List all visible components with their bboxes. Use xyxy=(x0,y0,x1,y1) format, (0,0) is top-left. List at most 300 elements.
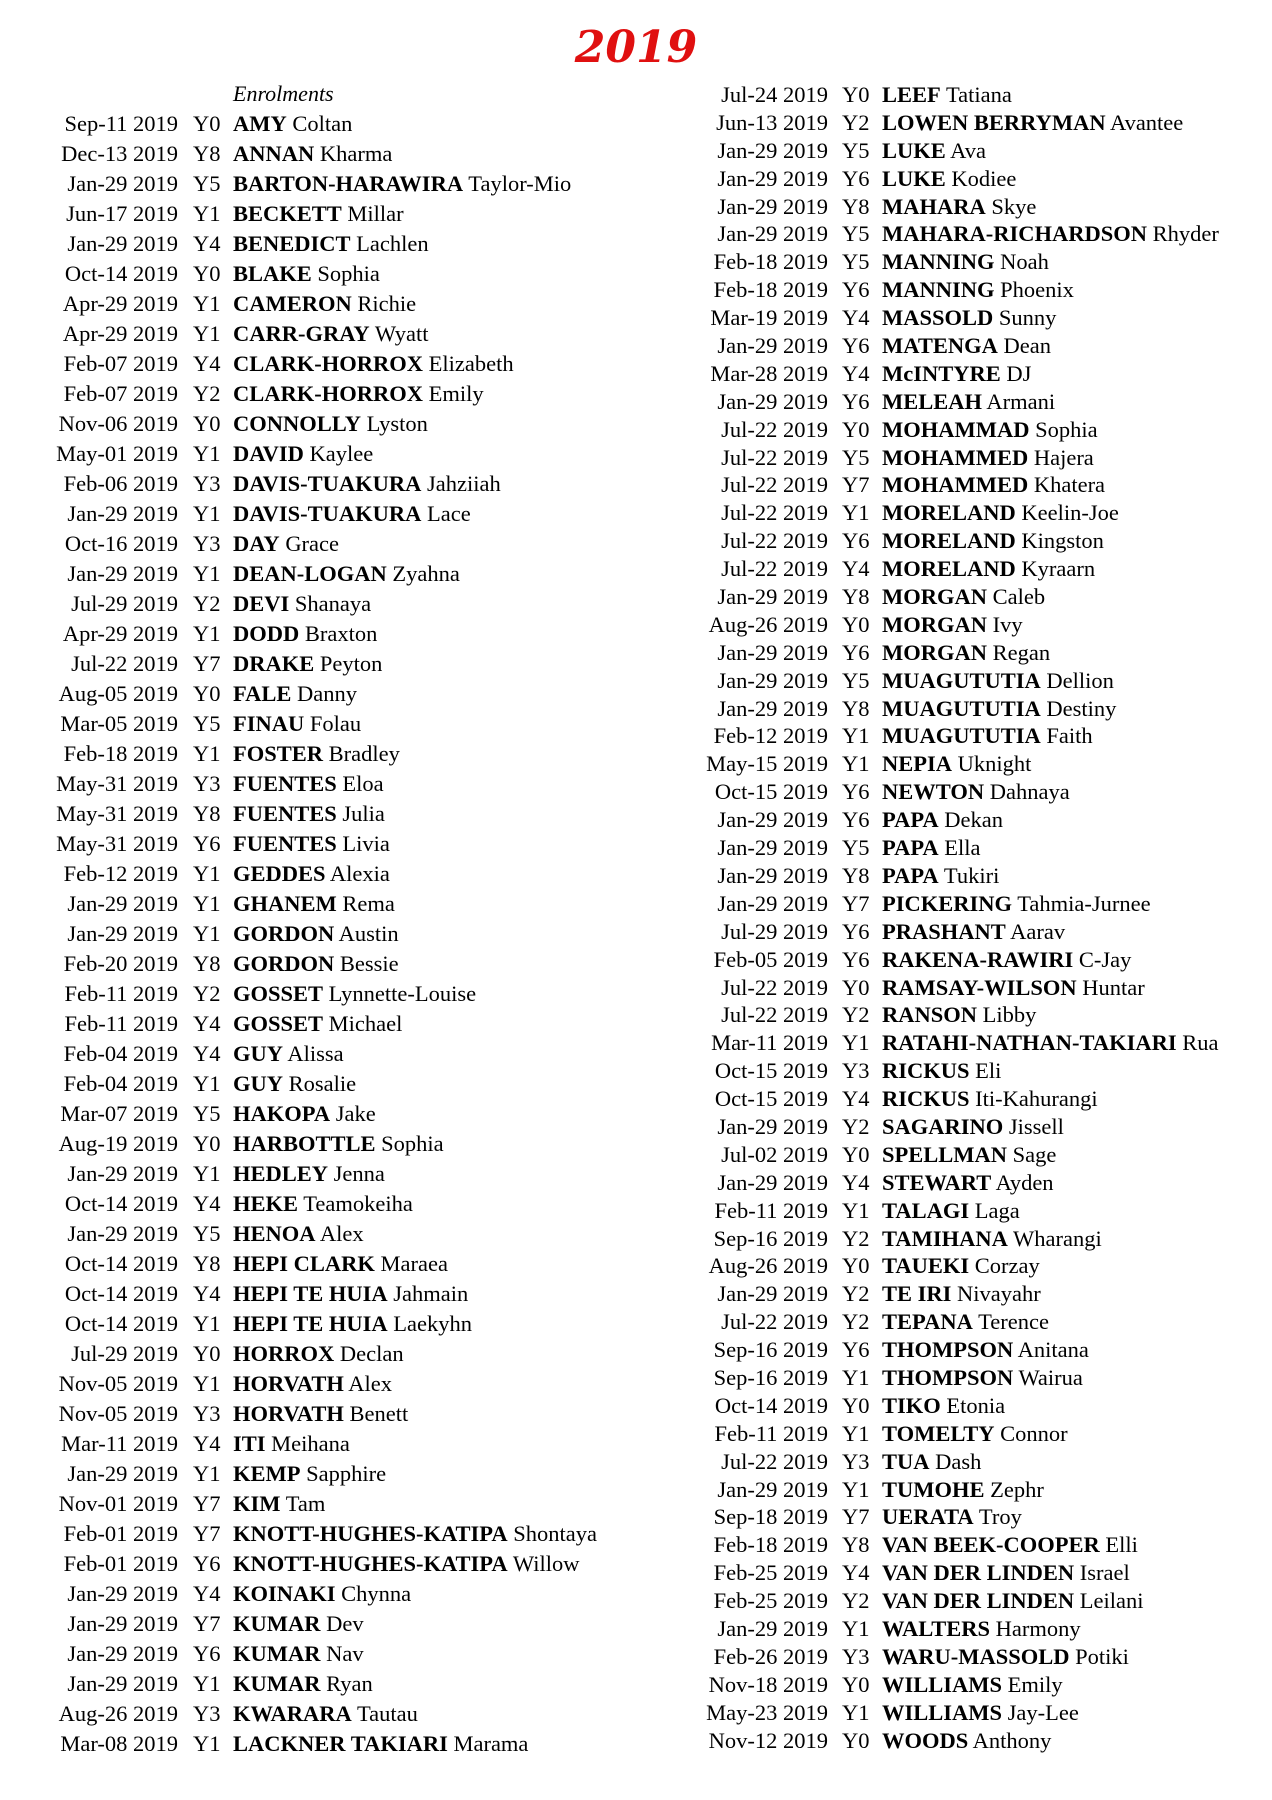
year-level: Y1 xyxy=(842,1615,870,1641)
given-name: Avantee xyxy=(1109,109,1184,135)
student-name xyxy=(882,611,1023,639)
surname: THOMPSON xyxy=(882,1364,1014,1390)
surname: KOINAKI xyxy=(233,1581,336,1606)
year-level: Y2 xyxy=(842,109,870,135)
given-name: Tukiri xyxy=(943,862,1000,888)
enrolment-date: Oct-15 2019 xyxy=(714,779,828,805)
enrolment-date: Feb-11 2019 xyxy=(64,1011,178,1036)
surname: FUENTES xyxy=(233,801,337,826)
surname: GOSSET xyxy=(233,981,324,1006)
enrolment-date: Jul-22 2019 xyxy=(721,528,828,554)
given-name: Iti-Kahurangi xyxy=(975,1086,1098,1112)
surname: RICKUS xyxy=(882,1058,970,1084)
year-level: Y4 xyxy=(842,1560,870,1586)
student-name xyxy=(882,1336,1089,1364)
given-name: Hajera xyxy=(1033,444,1094,470)
surname: VAN BEEK-COOPER xyxy=(882,1532,1100,1558)
year-level: Y6 xyxy=(842,165,870,191)
enrolment-date: Jan-29 2019 xyxy=(717,695,828,721)
year-level: Y0 xyxy=(842,1671,870,1697)
year-level: Y2 xyxy=(842,1309,870,1335)
surname: TE IRI xyxy=(882,1281,952,1307)
enrolment-date: Feb-25 2019 xyxy=(713,1588,828,1614)
surname: GOSSET xyxy=(233,1011,324,1036)
student-name xyxy=(882,1141,1056,1169)
year-level: Y5 xyxy=(842,249,870,275)
year-level: Y6 xyxy=(842,639,870,665)
given-name: Alissa xyxy=(287,1041,344,1066)
surname: HORROX xyxy=(233,1341,335,1366)
year-level: Y5 xyxy=(842,221,870,247)
student-name xyxy=(882,1476,1044,1504)
enrolment-date: Jul-22 2019 xyxy=(721,556,828,582)
enrolment-date: Jan-29 2019 xyxy=(67,171,178,196)
given-name: Sunny xyxy=(998,305,1057,331)
surname: KNOTT-HUGHES-KATIPA xyxy=(233,1551,508,1576)
student-name xyxy=(882,1615,1081,1643)
enrolment-date: Feb-01 2019 xyxy=(63,1551,178,1576)
surname: MORELAND xyxy=(882,556,1016,582)
enrolment-date: Jan-29 2019 xyxy=(717,667,828,693)
year-level: Y5 xyxy=(842,667,870,693)
student-name xyxy=(882,165,1016,193)
surname: ITI xyxy=(233,1431,266,1456)
enrolment-date: Jan-29 2019 xyxy=(717,137,828,163)
enrolment-date: Feb-18 2019 xyxy=(63,741,178,766)
year-level: Y1 xyxy=(193,1671,221,1696)
given-name: Danny xyxy=(296,681,357,706)
given-name: Jahmain xyxy=(393,1281,469,1306)
year-level: Y6 xyxy=(842,528,870,554)
enrolment-date: Apr-29 2019 xyxy=(62,291,178,316)
surname: McINTYRE xyxy=(882,360,1001,386)
given-name: Dash xyxy=(935,1448,982,1474)
enrolment-date: Nov-06 2019 xyxy=(58,411,178,436)
student-name xyxy=(882,750,1031,778)
student-name xyxy=(882,1587,1143,1615)
enrolment-date: Mar-07 2019 xyxy=(60,1101,178,1126)
year-level: Y5 xyxy=(193,1221,221,1246)
given-name: Lyston xyxy=(366,411,428,436)
enrolment-date: Feb-20 2019 xyxy=(63,951,178,976)
surname: HENOA xyxy=(233,1221,316,1246)
given-name: Libby xyxy=(982,1002,1037,1028)
given-name: Michael xyxy=(328,1011,403,1036)
year-level: Y1 xyxy=(842,723,870,749)
given-name: Folau xyxy=(309,711,362,736)
enrolment-date: Apr-29 2019 xyxy=(62,621,178,646)
enrolment-date: Oct-14 2019 xyxy=(64,1311,178,1336)
surname: AMY xyxy=(233,111,287,136)
year-level: Y6 xyxy=(842,277,870,303)
surname: DAVID xyxy=(233,441,304,466)
year-level: Y8 xyxy=(193,951,221,976)
enrolment-date: Jul-22 2019 xyxy=(721,416,828,442)
student-name xyxy=(882,1643,1129,1671)
surname: RAMSAY-WILSON xyxy=(882,974,1077,1000)
student-name xyxy=(882,444,1094,472)
enrolment-date: Feb-25 2019 xyxy=(713,1560,828,1586)
surname: FUENTES xyxy=(233,831,337,856)
given-name: Tatiana xyxy=(946,82,1012,107)
given-name: Tam xyxy=(285,1491,326,1516)
enrolment-date: Nov-18 2019 xyxy=(708,1671,828,1697)
year-level: Y7 xyxy=(193,651,221,676)
student-name xyxy=(882,1252,1040,1280)
year-level: Y7 xyxy=(193,1611,221,1636)
given-name: Coltan xyxy=(292,111,353,136)
given-name: Noah xyxy=(1000,249,1049,275)
enrolment-date: Jan-29 2019 xyxy=(717,835,828,861)
enrolment-date: Jan-29 2019 xyxy=(67,891,178,916)
year-level: Y1 xyxy=(193,1371,221,1396)
surname: ANNAN xyxy=(233,141,315,166)
given-name: Julia xyxy=(342,801,385,826)
year-level: Y8 xyxy=(193,141,221,166)
enrolment-date: Jul-24 2019 xyxy=(721,82,828,107)
student-name xyxy=(882,1531,1138,1559)
year-level: Y6 xyxy=(842,918,870,944)
surname: TAMIHANA xyxy=(882,1225,1008,1251)
year-level: Y4 xyxy=(193,231,221,256)
surname: HORVATH xyxy=(233,1401,344,1426)
given-name: Troy xyxy=(978,1504,1022,1530)
year-level: Y3 xyxy=(842,1058,870,1084)
student-name xyxy=(882,1169,1054,1197)
enrolment-date: Mar-11 2019 xyxy=(61,1431,178,1456)
year-level: Y8 xyxy=(842,584,870,610)
student-name xyxy=(882,806,1003,834)
enrolment-date: May-31 2019 xyxy=(56,771,178,796)
student-name xyxy=(882,527,1104,555)
given-name: Bradley xyxy=(328,741,400,766)
surname: RATAHI-NATHAN-TAKIARI xyxy=(882,1030,1177,1056)
given-name: Dekan xyxy=(944,807,1004,833)
student-name xyxy=(882,974,1145,1002)
surname: RICKUS xyxy=(882,1086,970,1112)
given-name: Laekyhn xyxy=(393,1311,472,1336)
surname: KUMAR xyxy=(233,1641,321,1666)
surname: SAGARINO xyxy=(882,1113,1004,1139)
given-name: Corzay xyxy=(974,1253,1040,1279)
surname: SPELLMAN xyxy=(882,1141,1008,1167)
year-level: Y1 xyxy=(193,561,221,586)
enrolment-date: May-23 2019 xyxy=(706,1699,828,1725)
enrolment-date: Feb-12 2019 xyxy=(713,723,828,749)
surname: VAN DER LINDEN xyxy=(882,1560,1075,1586)
student-name xyxy=(882,778,1070,806)
given-name: Jissell xyxy=(1008,1113,1064,1139)
student-name xyxy=(882,1225,1102,1253)
year-level: Y0 xyxy=(842,416,870,442)
enrolment-date: Jan-29 2019 xyxy=(67,561,178,586)
enrolment-date: May-31 2019 xyxy=(56,831,178,856)
year-level: Y3 xyxy=(193,471,221,496)
enrolment-date: Jan-29 2019 xyxy=(67,1671,178,1696)
enrolment-date: Oct-14 2019 xyxy=(64,1191,178,1216)
surname: KUMAR xyxy=(233,1671,321,1696)
enrolment-date: Jan-29 2019 xyxy=(67,1461,178,1486)
surname: MUAGUTUTIA xyxy=(882,667,1041,693)
enrolment-date: Jan-29 2019 xyxy=(717,388,828,414)
year-level: Y4 xyxy=(193,1581,221,1606)
enrolment-date: Feb-26 2019 xyxy=(713,1643,828,1669)
given-name: Laga xyxy=(974,1197,1020,1223)
given-name: Kingston xyxy=(1021,528,1104,554)
given-name: Dean xyxy=(1003,333,1051,359)
year-level: Y2 xyxy=(842,1281,870,1307)
year-level: Y3 xyxy=(193,531,221,556)
year-level: Y1 xyxy=(842,751,870,777)
enrolment-date: Oct-15 2019 xyxy=(714,1086,828,1112)
enrolment-date: Nov-05 2019 xyxy=(58,1401,178,1426)
given-name: Jenna xyxy=(333,1161,385,1186)
surname: MOHAMMAD xyxy=(882,416,1030,442)
year-level: Y7 xyxy=(193,1491,221,1516)
year-level: Y0 xyxy=(842,1392,870,1418)
enrolment-date: Feb-07 2019 xyxy=(63,351,178,376)
given-name: Meihana xyxy=(271,1431,350,1456)
enrolment-date: Jan-29 2019 xyxy=(717,584,828,610)
enrolment-date: Feb-12 2019 xyxy=(63,861,178,886)
year-level: Y1 xyxy=(193,1461,221,1486)
enrolment-date: Jan-29 2019 xyxy=(67,1641,178,1666)
given-name: Chynna xyxy=(341,1581,412,1606)
enrolment-date: Mar-19 2019 xyxy=(710,305,828,331)
given-name: Ryan xyxy=(326,1671,373,1696)
given-name: Eloa xyxy=(342,771,384,796)
surname: WILLIAMS xyxy=(882,1699,1003,1725)
student-name xyxy=(882,722,1093,750)
surname: CARR-GRAY xyxy=(233,321,370,346)
surname: MORGAN xyxy=(882,639,987,665)
year-level: Y8 xyxy=(193,1251,221,1276)
surname: BARTON-HARAWIRA xyxy=(233,171,464,196)
enrolment-date: Jul-22 2019 xyxy=(721,1002,828,1028)
surname: TUMOHE xyxy=(882,1476,985,1502)
given-name: Khatera xyxy=(1033,472,1106,498)
year-level: Y1 xyxy=(193,1311,221,1336)
given-name: Jay-Lee xyxy=(1007,1699,1079,1725)
year-level: Y1 xyxy=(193,1161,221,1186)
enrolment-date: Jun-17 2019 xyxy=(66,201,178,226)
given-name: Caleb xyxy=(992,584,1046,610)
surname: BLAKE xyxy=(233,261,312,286)
surname: KWARARA xyxy=(233,1701,352,1726)
surname: UERATA xyxy=(882,1504,974,1530)
given-name: Lace xyxy=(427,501,471,526)
year-level: Y4 xyxy=(842,360,870,386)
given-name: Shontaya xyxy=(513,1521,598,1546)
given-name: Sage xyxy=(1012,1141,1057,1167)
given-name: Aarav xyxy=(1010,918,1066,944)
given-name: Sapphire xyxy=(306,1461,387,1486)
given-name: Jake xyxy=(335,1101,376,1126)
year-level: Y5 xyxy=(193,171,221,196)
given-name: Declan xyxy=(339,1341,404,1366)
surname: DAVIS-TUAKURA xyxy=(233,501,422,526)
student-name xyxy=(882,193,1036,221)
surname: KEMP xyxy=(233,1461,301,1486)
given-name: Dellion xyxy=(1046,667,1114,693)
year-level: Y7 xyxy=(842,472,870,498)
enrolment-date: Jul-02 2019 xyxy=(721,1141,828,1167)
student-name xyxy=(882,360,1031,388)
year-level: Y2 xyxy=(842,1225,870,1251)
year-level: Y4 xyxy=(193,351,221,376)
year-level: Y1 xyxy=(193,1071,221,1096)
surname: TEPANA xyxy=(882,1309,973,1335)
enrolment-date: Oct-14 2019 xyxy=(64,1251,178,1276)
surname: VAN DER LINDEN xyxy=(882,1588,1075,1614)
enrolment-date: Mar-11 2019 xyxy=(711,1030,828,1056)
surname: BECKETT xyxy=(233,201,342,226)
student-name xyxy=(882,1029,1218,1057)
given-name: Peyton xyxy=(319,651,383,676)
given-name: Wairua xyxy=(1018,1364,1083,1390)
year-level: Y5 xyxy=(842,444,870,470)
year-level: Y6 xyxy=(842,1337,870,1363)
enrolment-date: May-01 2019 xyxy=(56,441,178,466)
enrolment-date: Jul-22 2019 xyxy=(721,500,828,526)
enrolment-date: Jan-29 2019 xyxy=(67,1581,178,1606)
year-level: Y8 xyxy=(193,801,221,826)
enrolment-date: Feb-01 2019 xyxy=(63,1521,178,1546)
enrolment-date: Jan-29 2019 xyxy=(717,333,828,359)
given-name: Faith xyxy=(1046,723,1093,749)
given-name: Leilani xyxy=(1079,1588,1144,1614)
surname: PICKERING xyxy=(882,890,1013,916)
enrolment-date: Jan-29 2019 xyxy=(67,501,178,526)
surname: HAKOPA xyxy=(233,1101,331,1126)
enrolment-date: Oct-14 2019 xyxy=(64,1281,178,1306)
year-level: Y1 xyxy=(193,741,221,766)
given-name: Zephr xyxy=(990,1476,1044,1502)
surname: DEVI xyxy=(233,591,290,616)
given-name: Alexia xyxy=(329,861,390,886)
year-level: Y1 xyxy=(842,1476,870,1502)
enrolment-date: Jul-29 2019 xyxy=(71,1341,178,1366)
enrolment-date: Jan-29 2019 xyxy=(67,231,178,256)
surname: TAUEKI xyxy=(882,1253,970,1279)
student-name xyxy=(882,1392,1005,1420)
surname: MANNING xyxy=(882,277,995,303)
enrolment-date: Jul-22 2019 xyxy=(721,472,828,498)
enrolment-date: Jul-22 2019 xyxy=(721,974,828,1000)
surname: MAHARA-RICHARDSON xyxy=(882,221,1147,247)
enrolment-date: Feb-11 2019 xyxy=(714,1197,828,1223)
surname: PAPA xyxy=(882,835,939,861)
surname: CAMERON xyxy=(233,291,352,316)
given-name: Zyahna xyxy=(392,561,460,586)
given-name: Etonia xyxy=(946,1392,1006,1418)
enrolment-date: Jan-29 2019 xyxy=(717,1113,828,1139)
given-name: Anitana xyxy=(1017,1337,1089,1363)
given-name: Kodiee xyxy=(951,165,1017,191)
student-name xyxy=(882,1057,1001,1085)
year-level: Y0 xyxy=(193,261,221,286)
given-name: Uknight xyxy=(957,751,1032,777)
surname: DAVIS-TUAKURA xyxy=(233,471,422,496)
surname: WALTERS xyxy=(882,1615,990,1641)
year-level: Y0 xyxy=(842,1727,870,1753)
year-level: Y1 xyxy=(193,201,221,226)
given-name: Huntar xyxy=(1082,974,1145,1000)
year-level: Y7 xyxy=(842,890,870,916)
student-name xyxy=(882,667,1114,695)
surname: HEPI CLARK xyxy=(233,1251,375,1276)
year-level: Y0 xyxy=(842,1141,870,1167)
given-name: Sophia xyxy=(317,261,380,286)
surname: WARU-MASSOLD xyxy=(882,1643,1070,1669)
year-level: Y2 xyxy=(193,591,221,616)
year-level: Y0 xyxy=(193,1131,221,1156)
year-level: Y4 xyxy=(193,1281,221,1306)
year-level: Y0 xyxy=(842,82,870,107)
enrolment-date: Jan-29 2019 xyxy=(67,1221,178,1246)
surname: KIM xyxy=(233,1491,281,1516)
enrolment-date: May-31 2019 xyxy=(56,801,178,826)
given-name: Kharma xyxy=(319,141,393,166)
surname: GUY xyxy=(233,1041,283,1066)
surname: FUENTES xyxy=(233,771,337,796)
student-name xyxy=(882,1699,1079,1727)
enrolment-date: Sep-16 2019 xyxy=(713,1225,828,1251)
enrolment-date: Mar-08 2019 xyxy=(60,1731,178,1756)
given-name: Keelin-Joe xyxy=(1021,500,1119,526)
enrolment-date: Jan-29 2019 xyxy=(717,862,828,888)
given-name: Elli xyxy=(1105,1532,1138,1558)
enrolment-date: Feb-11 2019 xyxy=(714,1420,828,1446)
year-level: Y4 xyxy=(842,1169,870,1195)
student-name xyxy=(882,1085,1098,1113)
enrolment-date: Dec-13 2019 xyxy=(61,141,178,166)
surname: TIKO xyxy=(882,1392,941,1418)
student-name xyxy=(882,946,1131,974)
surname: LOWEN BERRYMAN xyxy=(882,109,1106,135)
enrolment-date: Aug-05 2019 xyxy=(58,681,178,706)
year-level: Y8 xyxy=(842,1532,870,1558)
given-name: Kyraarn xyxy=(1021,556,1096,582)
student-name xyxy=(882,1308,1049,1336)
year-level: Y2 xyxy=(842,1002,870,1028)
enrolment-date: Feb-04 2019 xyxy=(63,1071,178,1096)
year-level: Y7 xyxy=(842,1504,870,1530)
surname: NEWTON xyxy=(882,779,985,805)
student-name xyxy=(882,890,1151,918)
enrolment-date: Feb-05 2019 xyxy=(713,946,828,972)
surname: HEDLEY xyxy=(233,1161,329,1186)
enrolment-date: May-15 2019 xyxy=(706,751,828,777)
enrolment-date: Mar-28 2019 xyxy=(710,360,828,386)
year-level: Y3 xyxy=(193,1401,221,1426)
given-name: DJ xyxy=(1006,360,1032,386)
student-name xyxy=(882,416,1098,444)
year-level: Y0 xyxy=(193,411,221,436)
given-name: Emily xyxy=(428,381,484,406)
given-name: Marama xyxy=(453,1731,529,1756)
surname: TALAGI xyxy=(882,1197,970,1223)
surname: HARBOTTLE xyxy=(233,1131,376,1156)
surname: DODD xyxy=(233,621,300,646)
enrolment-date: Oct-16 2019 xyxy=(64,531,178,556)
surname: KUMAR xyxy=(233,1611,321,1636)
year-level: Y1 xyxy=(842,1699,870,1725)
year-level: Y3 xyxy=(842,1448,870,1474)
given-name: Harmony xyxy=(995,1615,1081,1641)
year-level: Y1 xyxy=(842,1364,870,1390)
given-name: Destiny xyxy=(1046,695,1117,721)
